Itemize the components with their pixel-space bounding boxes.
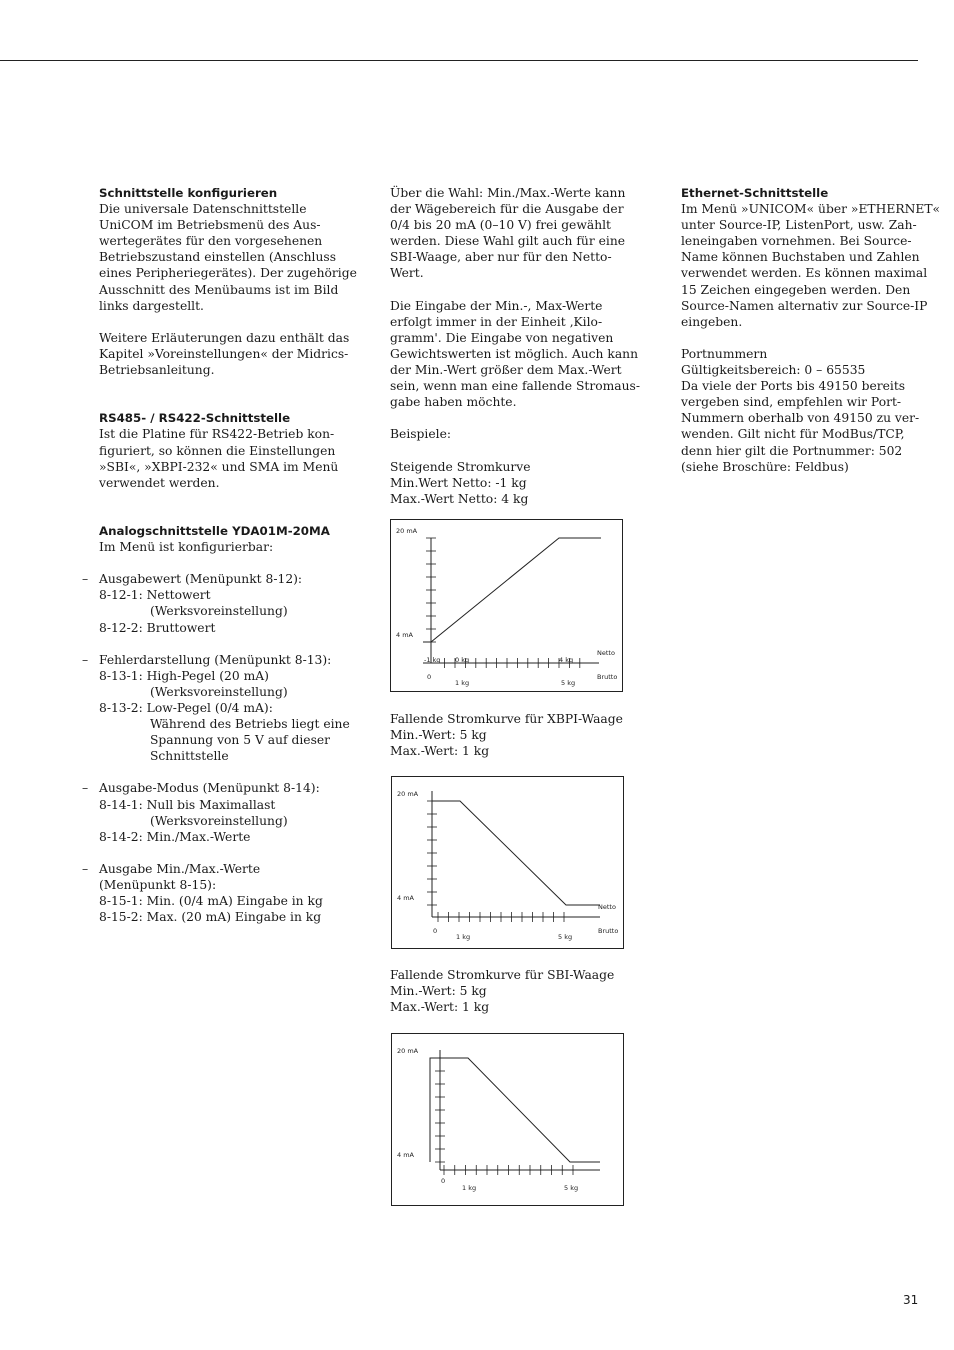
text-line: 15 Zeichen eingegeben werden. Den (681, 282, 911, 297)
bullet-indent (99, 684, 369, 700)
text-line: werden. Diese Wahl gilt auch für eine (390, 234, 626, 249)
y-label-4ma: 4 mA (397, 1151, 414, 1159)
bullet-indent (99, 716, 369, 764)
para-portnummern (681, 346, 921, 475)
text-line: Über die Wahl: Min./Max.-Werte kann (390, 186, 626, 200)
text-line: wertegerätes für den vorgesehenen (99, 234, 323, 249)
axis-name-netto: Netto (597, 649, 615, 657)
text-line: Max.-Wert Netto: 4 kg (390, 491, 529, 506)
bullet-tail (99, 829, 369, 845)
text-line: 8-14-1: Null bis Maximallast (99, 797, 276, 812)
text-line: Min.-Wert: 5 kg (390, 984, 487, 999)
text-line: 0/4 bis 20 mA (0–10 V) frei gewählt (390, 218, 611, 233)
text-line: »SBI«, »XBPI-232« und SMA im Menü (99, 459, 339, 474)
list-item-min-max (82, 861, 369, 925)
text-line: 8-13-2: Low-Pegel (0/4 mA): (99, 701, 273, 715)
bullet-dash: – (82, 572, 89, 587)
text-line: Max.-Wert: 1 kg (390, 744, 490, 759)
text-line: 8-15-2: Max. (20 mA) Eingabe in kg (99, 910, 322, 925)
text-line: gabe haben möchte. (390, 395, 517, 410)
text-line: Min.-Wert: 5 kg (390, 728, 487, 743)
text-line: Ist die Platine für RS422-Betrieb kon- (99, 427, 335, 442)
axis-name-brutto: Brutto (598, 927, 619, 935)
text-line: Ausschnitt des Menübaums ist im Bild (99, 282, 339, 297)
text-line: Gewichtswerten ist möglich. Auch kann (390, 346, 639, 361)
para-wahl (390, 185, 635, 282)
caption-fallend-sbi (390, 967, 635, 1015)
column-left (82, 185, 369, 925)
text-line: Steigende Stromkurve (390, 459, 531, 474)
text-line: leneingaben vornehmen. Bei Source- (681, 234, 912, 249)
text-line: Ausgabe-Modus (Menüpunkt 8-14): (99, 781, 320, 796)
text-line: verwendet werden. (99, 475, 220, 490)
y-label-20ma: 20 mA (396, 527, 418, 535)
para-beispiele: Beispiele: (390, 427, 451, 442)
para-erlaeuterungen (99, 330, 369, 378)
text-line: Im Menü »UNICOM« über »ETHERNET« (681, 202, 941, 217)
x-label-brutto-0: 0 (441, 1177, 446, 1185)
text-line: 8-14-2: Min./Max.-Werte (99, 829, 251, 844)
bullet-dash: – (82, 861, 89, 876)
list-item-fehlerdarstellung (82, 652, 369, 765)
x-label-brutto-5kg: 5 kg (561, 679, 576, 687)
text-line: verwendet werden. Es können maximal (681, 266, 928, 281)
text-line: (Werksvoreinstellung) (150, 684, 288, 699)
para-menue: Im Menü ist konfigurierbar: (99, 540, 274, 555)
text-line: 8-13-1: High-Pegel (20 mA) (99, 668, 269, 683)
text-line: Nummern oberhalb von 49150 zu ver- (681, 411, 920, 426)
text-line: Die Eingabe der Min.-, Max-Werte (390, 298, 603, 313)
bullet-lines (99, 780, 369, 812)
chart-fallend-xbpi-svg (392, 777, 623, 948)
x-label-brutto-0: 0 (427, 673, 432, 681)
para-unicom-ethernet (681, 201, 941, 330)
bullet-lines (99, 652, 369, 684)
y-label-20ma: 20 mA (397, 1047, 419, 1055)
text-line: 8-12-2: Bruttowert (99, 620, 216, 635)
text-line: vergeben sind, empfehlen wir Port- (681, 395, 902, 410)
series-line (430, 1058, 600, 1162)
text-line: (Menüpunkt 8-15): (99, 878, 217, 893)
text-line: denn hier gilt die Portnummer: 502 (681, 443, 903, 458)
series-line (423, 538, 601, 642)
x-label-netto-4: 4 kg (559, 656, 574, 664)
y-label-4ma: 4 mA (397, 894, 414, 902)
bullet-indent (99, 813, 369, 829)
x-label-brutto-1kg: 1 kg (456, 933, 471, 941)
bullet-mid (99, 700, 369, 716)
x-label-brutto-1kg: 1 kg (462, 1184, 477, 1192)
chart-steigend (390, 519, 623, 692)
chart-fallend-sbi (391, 1033, 624, 1206)
text-line: wenden. Gilt nicht für ModBus/TCP, (681, 427, 905, 442)
column-right (681, 185, 941, 475)
x-label-netto-minus1: -1 kg (424, 656, 441, 664)
text-line: (Werksvoreinstellung) (150, 604, 288, 619)
x-label-brutto-5kg: 5 kg (564, 1184, 579, 1192)
text-line: Betriebsanleitung. (99, 363, 215, 378)
text-line: Da viele der Ports bis 49150 bereits (681, 379, 906, 394)
x-label-brutto-0: 0 (433, 927, 438, 935)
text-line: Source-Namen alternativ zur Source-IP (681, 298, 928, 313)
list-item-ausgabewert (82, 571, 369, 635)
heading-analog: Analogschnittstelle YDA01M-20MA (99, 523, 330, 538)
para-rs422 (99, 426, 369, 490)
text-line: Die universale Datenschnittstelle (99, 202, 307, 217)
axis-name-netto: Netto (598, 903, 616, 911)
chart-steigend-svg (391, 520, 622, 691)
text-line: der Wägebereich für die Ausgabe der (390, 202, 624, 217)
text-line: SBI-Waage, aber nur für den Netto- (390, 250, 612, 265)
bullet-lines (99, 861, 369, 925)
top-rule (0, 60, 918, 61)
heading-ethernet: Ethernet-Schnittstelle (681, 186, 829, 200)
text-line: Min.Wert Netto: -1 kg (390, 475, 527, 490)
text-line: (siehe Broschüre: Feldbus) (681, 459, 849, 474)
text-line: Ausgabewert (Menüpunkt 8-12): (99, 572, 303, 587)
text-line: (Werksvoreinstellung) (150, 813, 288, 828)
text-line: Max.-Wert: 1 kg (390, 1000, 490, 1015)
page-number: 31 (903, 1293, 919, 1307)
bullet-dash: – (82, 781, 89, 796)
text-line: 8-15-1: Min. (0/4 mA) Eingabe in kg (99, 894, 323, 909)
text-line: Fehlerdarstellung (Menüpunkt 8-13): (99, 652, 332, 667)
text-line: der Min.-Wert größer dem Max.-Wert (390, 363, 622, 378)
text-line: Fallende Stromkurve für SBI-Waage (390, 968, 615, 982)
heading-schnittstelle: Schnittstelle konfigurieren (99, 186, 278, 200)
caption-fallend-xbpi (390, 711, 635, 759)
axis-name-brutto: Brutto (597, 673, 618, 681)
x-label-brutto-1kg: 1 kg (455, 679, 470, 687)
caption-steigend (390, 459, 635, 507)
para-eingabe (390, 298, 640, 411)
text-line: gramm'. Die Eingabe von negativen (390, 330, 614, 345)
bullet-lines (99, 571, 369, 603)
text-line: Schnittstelle (150, 749, 229, 764)
heading-rs485: RS485- / RS422-Schnittstelle (99, 411, 291, 426)
text-line: Fallende Stromkurve für XBPI-Waage (390, 712, 623, 726)
text-line: eingeben. (681, 314, 743, 329)
text-line: Spannung von 5 V auf dieser (150, 733, 331, 748)
chart-fallend-xbpi (391, 776, 624, 949)
text-line: Gültigkeitsbereich: 0 – 65535 (681, 363, 866, 378)
text-line: links dargestellt. (99, 298, 204, 313)
text-line: eines Peripheriegerätes). Der zugehörige (99, 266, 357, 281)
text-line: unter Source-IP, ListenPort, usw. Zah- (681, 218, 917, 233)
text-line: Betriebszustand einstellen (Anschluss (99, 250, 337, 265)
bullet-indent (99, 603, 369, 619)
column-middle (390, 185, 640, 507)
text-line: figuriert, so können die Einstellungen (99, 443, 336, 458)
text-line: UniCOM im Betriebsmenü des Aus- (99, 218, 321, 233)
y-label-4ma: 4 mA (396, 631, 413, 639)
text-line: Wert. (390, 266, 424, 281)
text-line: Kapitel »Voreinstellungen« der Midrics- (99, 346, 349, 361)
text-line: sein, wenn man eine fallende Stromaus- (390, 379, 640, 394)
text-line: Name können Buchstaben und Zahlen (681, 250, 920, 265)
text-line: erfolgt immer in der Einheit ‚Kilo- (390, 314, 603, 329)
chart-fallend-sbi-svg (392, 1034, 623, 1205)
text-line: Ausgabe Min./Max.-Werte (99, 861, 261, 876)
y-label-20ma: 20 mA (397, 790, 419, 798)
list-item-ausgabe-modus (82, 780, 369, 844)
x-label-netto-0: 0 kg (455, 656, 470, 664)
bullet-dash: – (82, 652, 89, 667)
para-unicom (99, 201, 369, 314)
text-line: Weitere Erläuterungen dazu enthält das (99, 330, 350, 345)
x-label-brutto-5kg: 5 kg (558, 933, 573, 941)
series-line (432, 801, 600, 905)
text-line: 8-12-1: Nettowert (99, 588, 211, 603)
text-line: Portnummern (681, 346, 768, 361)
bullet-tail (99, 620, 369, 636)
text-line: Während des Betriebs liegt eine (150, 717, 350, 732)
